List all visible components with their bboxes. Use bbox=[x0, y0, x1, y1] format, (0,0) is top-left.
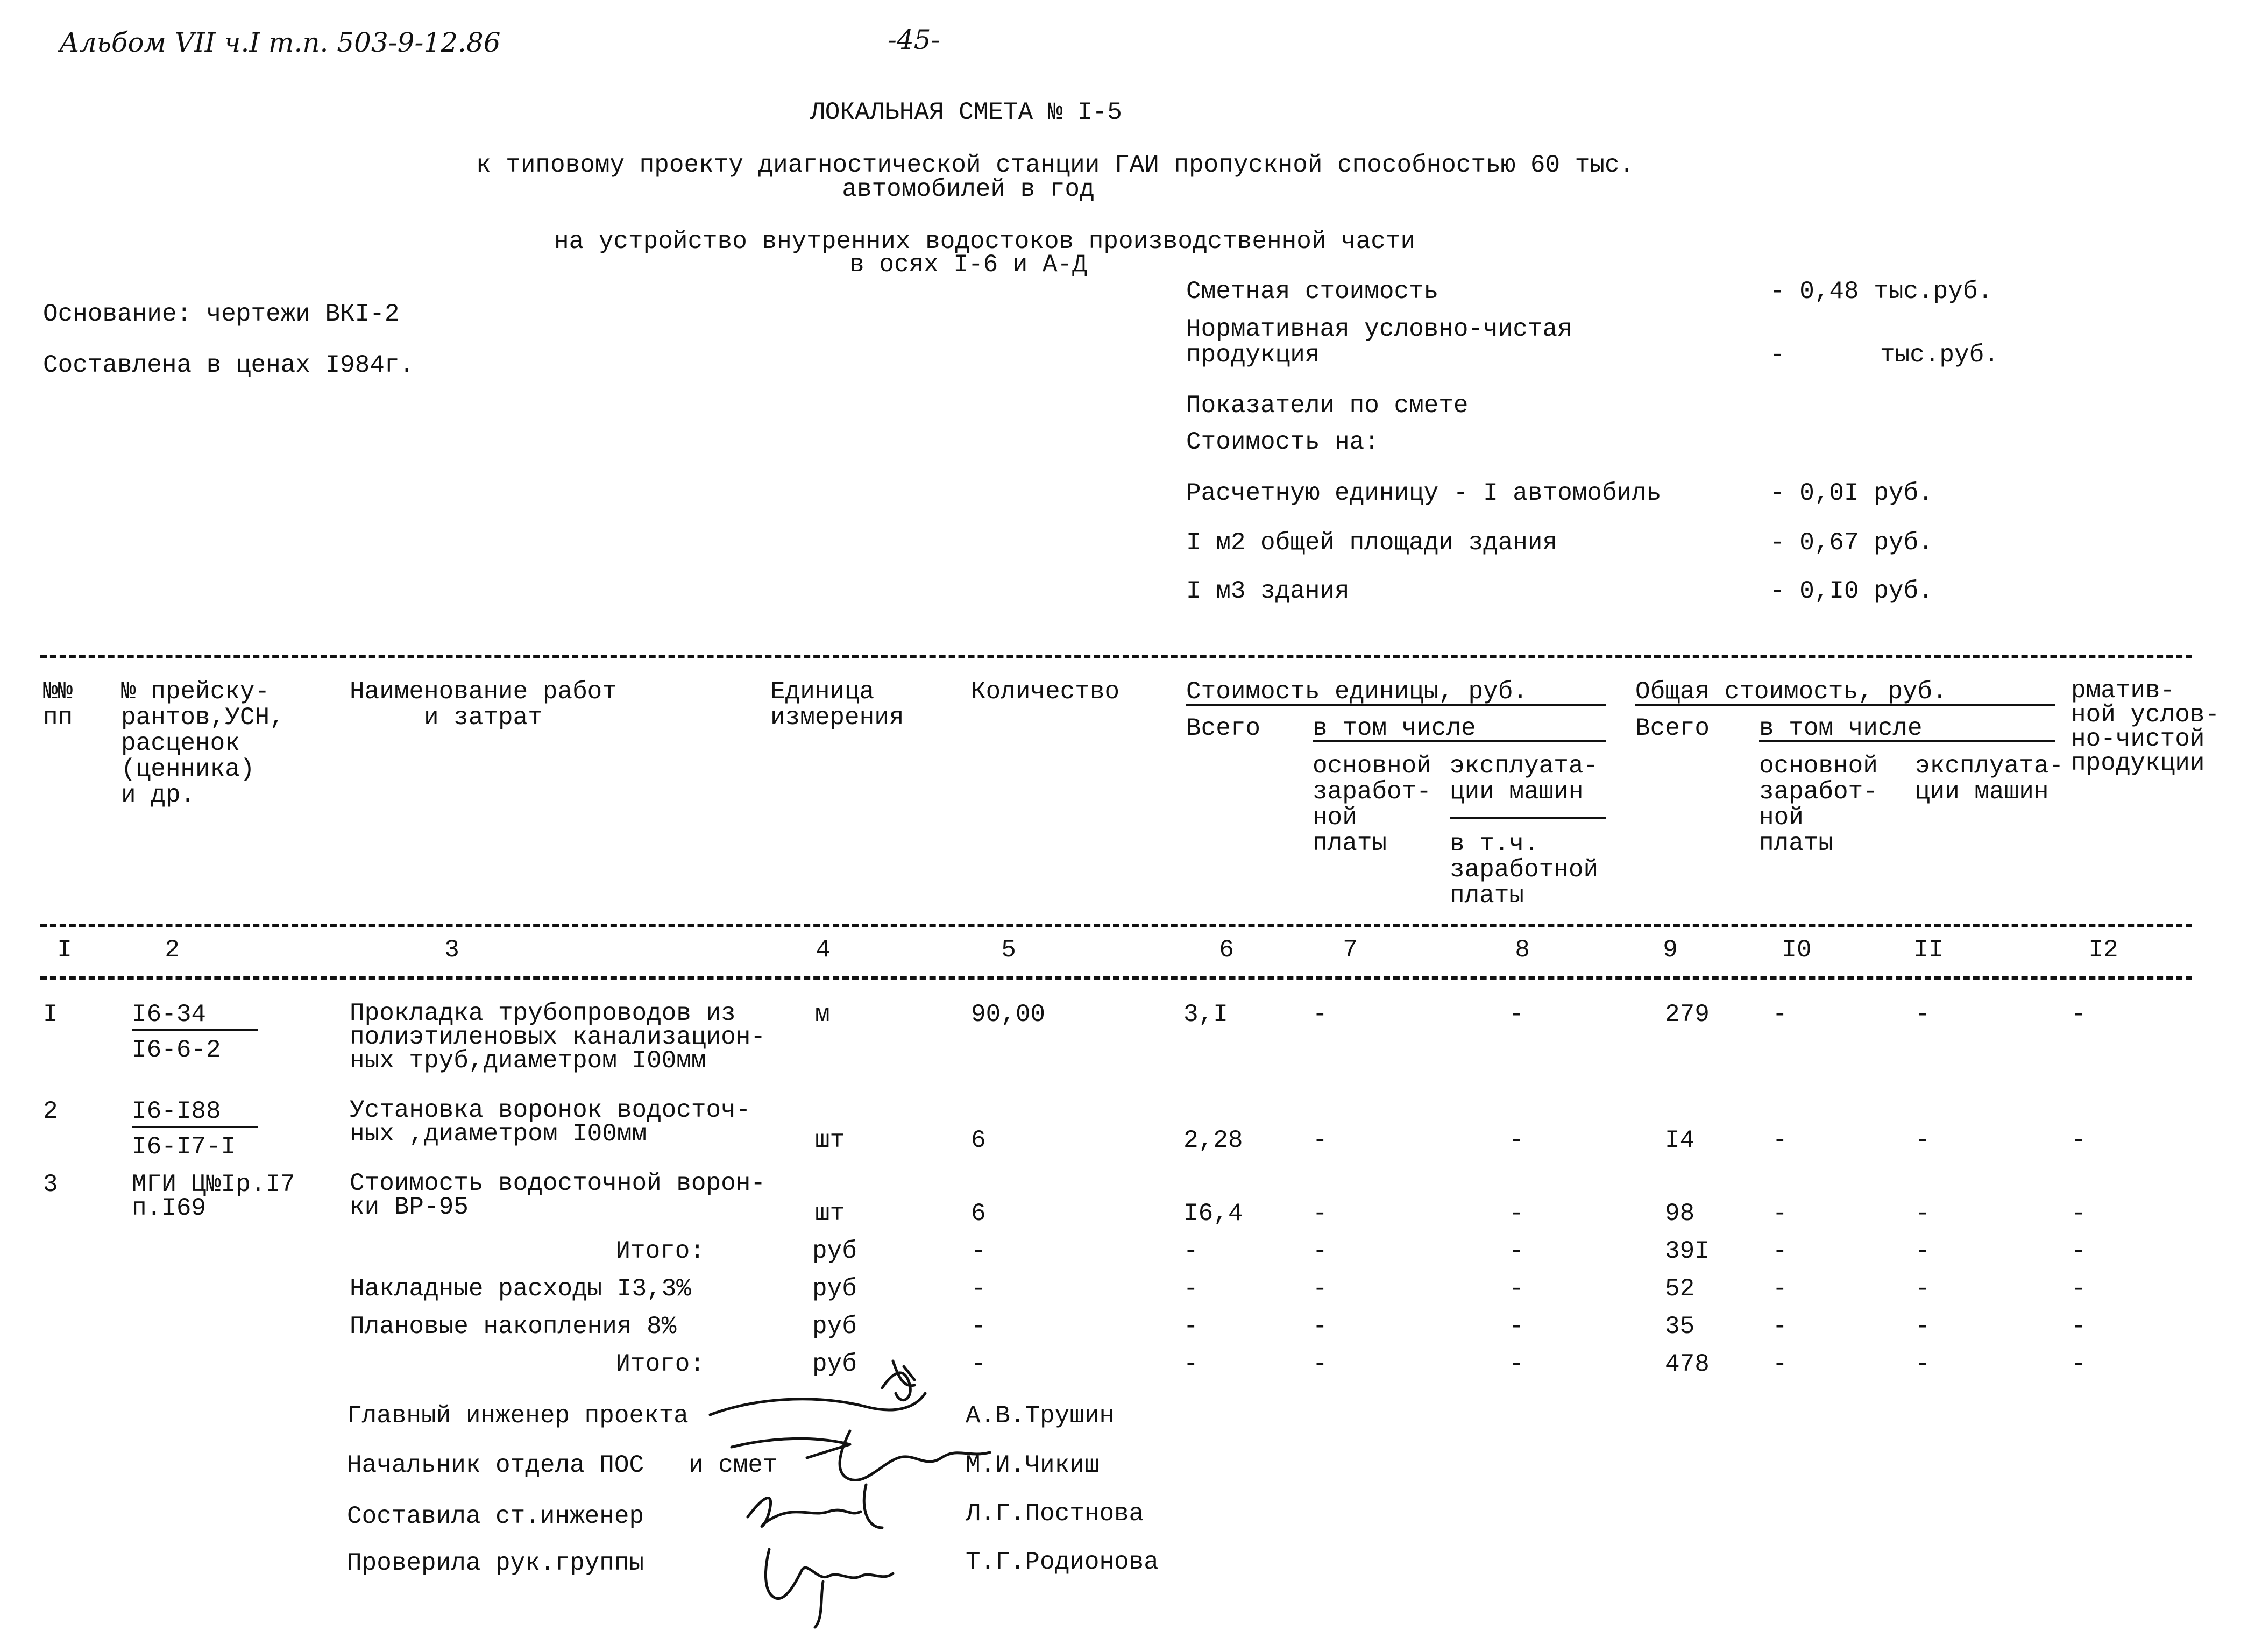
row-number: 2 bbox=[43, 1097, 58, 1125]
price-code-bottom: п.I69 bbox=[132, 1194, 207, 1222]
total-c12: - bbox=[2071, 1237, 2086, 1265]
total-c12: - bbox=[2071, 1350, 2086, 1378]
header-total-incl: в том числе bbox=[1759, 714, 1923, 742]
total-c11: - bbox=[1915, 1275, 1930, 1303]
header-unit-wage: основной заработ- ной платы bbox=[1313, 752, 1431, 857]
total-unit: руб bbox=[812, 1313, 857, 1341]
col-num-5: 5 bbox=[1001, 936, 1016, 964]
quantity: 6 bbox=[971, 1200, 986, 1228]
header-col-12: рматив- ной услов- но-чистой продукции bbox=[2071, 677, 2220, 777]
total-c10: - bbox=[1772, 1237, 1788, 1265]
total-c9: 35 bbox=[1665, 1313, 1695, 1341]
total-c11: - bbox=[1915, 1237, 1930, 1265]
total-c8: - bbox=[1509, 1237, 1524, 1265]
col-num-3: 3 bbox=[444, 936, 459, 964]
total-c5: - bbox=[971, 1275, 986, 1303]
per-unit-label: Расчетную единицу - I автомобиль bbox=[1186, 479, 1662, 507]
total-cost-wage: - bbox=[1772, 1200, 1788, 1228]
code-underline bbox=[132, 1126, 258, 1128]
signature-name-2: М.И.Чикиш bbox=[966, 1451, 1100, 1479]
total-c6: - bbox=[1183, 1350, 1199, 1378]
total-c6: - bbox=[1183, 1237, 1199, 1265]
total-c10: - bbox=[1772, 1275, 1788, 1303]
signature-role-1: Главный инженер проекта bbox=[347, 1402, 689, 1430]
per-m2-value: - 0,67 руб. bbox=[1770, 529, 1933, 557]
signature-name-1: А.В.Трушин bbox=[966, 1402, 1115, 1430]
col-num-1: I bbox=[57, 936, 72, 964]
col-num-7: 7 bbox=[1343, 936, 1358, 964]
col-num-10: I0 bbox=[1782, 936, 1812, 964]
total-c9: 52 bbox=[1665, 1275, 1695, 1303]
unit-mach-underline bbox=[1450, 817, 1606, 819]
per-m2-label: I м2 общей площади здания bbox=[1186, 529, 1558, 557]
work-name: Установка воронок водосточ- ных ,диаметром I00мм bbox=[350, 1096, 751, 1148]
title-line-3: на устройство внутренних водостоков производственной части bbox=[554, 228, 1416, 256]
total-label: Плановые накопления 8% bbox=[350, 1313, 677, 1341]
header-unit-mach: эксплуата- ции машин bbox=[1450, 752, 1599, 806]
total-c7: - bbox=[1313, 1350, 1328, 1378]
total-cost-machines: - bbox=[1915, 1001, 1930, 1029]
price-code-top: I6-34 bbox=[132, 1001, 207, 1029]
normative-unit: тыс.руб. bbox=[1880, 341, 1999, 369]
total-c9: 39I bbox=[1665, 1237, 1710, 1265]
unit: шт bbox=[815, 1200, 845, 1228]
total-c11: - bbox=[1915, 1350, 1930, 1378]
header-unit-total: Всего bbox=[1186, 714, 1261, 742]
row-number: I bbox=[43, 1001, 58, 1029]
normative-product: - bbox=[2071, 1200, 2086, 1228]
header-total-mach: эксплуата- ции машин bbox=[1915, 752, 2064, 806]
price-code-bottom: I6-6-2 bbox=[132, 1036, 221, 1064]
total-label: Итого: bbox=[615, 1237, 705, 1265]
title-line-2: автомобилей в год bbox=[842, 175, 1095, 203]
col-num-12: I2 bbox=[2088, 936, 2118, 964]
title-line-1: к типовому проекту диагностической станции ГАИ пропускной способностью 60 тыс. bbox=[476, 151, 1635, 179]
normative-product: - bbox=[2071, 1126, 2086, 1154]
total-cost: 279 bbox=[1665, 1001, 1710, 1029]
page-title: ЛОКАЛЬНАЯ СМЕТА № I-5 bbox=[810, 98, 1122, 126]
total-c7: - bbox=[1313, 1313, 1328, 1341]
total-cost-machines: - bbox=[1915, 1126, 1930, 1154]
total-c7: - bbox=[1313, 1237, 1328, 1265]
total-label: Накладные расходы I3,3% bbox=[350, 1275, 691, 1303]
total-cost-wage: - bbox=[1772, 1001, 1788, 1029]
total-c5: - bbox=[971, 1313, 986, 1341]
total-c5: - bbox=[971, 1237, 986, 1265]
row-number: 3 bbox=[43, 1171, 58, 1199]
price-code-bottom: I6-I7-I bbox=[132, 1133, 236, 1161]
unit-cost-total: 2,28 bbox=[1183, 1126, 1243, 1154]
indicators-label: Показатели по смете bbox=[1186, 392, 1469, 420]
price-code-top: МГИ Ц№Iр.I7 bbox=[132, 1171, 295, 1199]
total-c10: - bbox=[1772, 1350, 1788, 1378]
normative-label: Нормативная условно-чистая продукция bbox=[1186, 315, 1572, 369]
total-cost: 98 bbox=[1665, 1200, 1695, 1228]
header-total-total: Всего bbox=[1635, 714, 1710, 742]
header-unit-cost-group: Стоимость единицы, руб. bbox=[1186, 678, 1528, 706]
quantity: 6 bbox=[971, 1126, 986, 1154]
signature-role-4: Проверила рук.группы bbox=[347, 1549, 644, 1577]
album-reference: Альбом VII ч.I т.п. 503-9-12.86 bbox=[59, 27, 501, 58]
price-code-top: I6-I88 bbox=[132, 1097, 221, 1125]
total-c5: - bbox=[971, 1350, 986, 1378]
total-c6: - bbox=[1183, 1313, 1199, 1341]
unit-cost-total: 3,I bbox=[1183, 1001, 1228, 1029]
signature-role-2: Начальник отдела ПОС и смет bbox=[347, 1451, 778, 1479]
work-name: Стоимость водосточной ворон- ки ВР-95 bbox=[350, 1169, 765, 1221]
basis-text: Основание: чертежи ВКI-2 bbox=[43, 300, 400, 328]
cost-for-label: Стоимость на: bbox=[1186, 428, 1379, 456]
total-c8: - bbox=[1509, 1350, 1524, 1378]
total-c11: - bbox=[1915, 1313, 1930, 1341]
total-unit: руб bbox=[812, 1237, 857, 1265]
total-c12: - bbox=[2071, 1313, 2086, 1341]
signature-name-3: Л.Г.Постнова bbox=[966, 1500, 1144, 1528]
unit-cost-wage: - bbox=[1313, 1200, 1328, 1228]
handwritten-signatures bbox=[689, 1356, 1119, 1635]
total-cost-wage: - bbox=[1772, 1126, 1788, 1154]
numbers-bottom-divider bbox=[40, 976, 2192, 980]
header-total-cost-group: Общая стоимость, руб. bbox=[1635, 678, 1947, 706]
header-col-4: Единица измерения bbox=[770, 678, 904, 732]
header-col-1: №№ пп bbox=[43, 678, 73, 732]
unit-cost-total: I6,4 bbox=[1183, 1200, 1243, 1228]
header-total-wage: основной заработ- ной платы bbox=[1759, 752, 1878, 857]
prices-text: Составлена в ценах I984г. bbox=[43, 351, 415, 379]
header-col-2: № прейску- рантов,УСН, расценок (ценника) и др. bbox=[121, 678, 285, 809]
col-num-8: 8 bbox=[1515, 936, 1530, 964]
col-num-4: 4 bbox=[816, 936, 831, 964]
unit-incl-underline bbox=[1313, 740, 1606, 742]
signature-scribble-1 bbox=[710, 1373, 925, 1415]
col-num-9: 9 bbox=[1663, 936, 1678, 964]
total-cost: I4 bbox=[1665, 1126, 1695, 1154]
total-c12: - bbox=[2071, 1275, 2086, 1303]
normative-product: - bbox=[2071, 1001, 2086, 1029]
total-c6: - bbox=[1183, 1275, 1199, 1303]
header-bottom-divider bbox=[40, 924, 2192, 927]
per-unit-value: - 0,0I руб. bbox=[1770, 479, 1933, 507]
unit-cost-wage: - bbox=[1313, 1001, 1328, 1029]
header-col-3: Наименование работ и затрат bbox=[350, 678, 617, 732]
header-unit-incl: в том числе bbox=[1313, 714, 1476, 742]
signature-scribble-3 bbox=[748, 1485, 882, 1528]
page-number: -45- bbox=[888, 24, 940, 55]
signature-scribble-2 bbox=[732, 1431, 990, 1480]
signature-name-4: Т.Г.Родионова bbox=[966, 1548, 1159, 1576]
total-incl-underline bbox=[1759, 740, 2055, 742]
header-unit-mach-wage: в т.ч. заработной платы bbox=[1450, 830, 1599, 910]
unit-cost-machines: - bbox=[1509, 1001, 1524, 1029]
total-cost-machines: - bbox=[1915, 1200, 1930, 1228]
work-name: Прокладка трубопроводов из полиэтиленовых канализацион- ных труб,диаметром I00мм bbox=[350, 999, 765, 1075]
quantity: 90,00 bbox=[971, 1001, 1046, 1029]
signature-scribble-4 bbox=[765, 1549, 893, 1627]
unit: м bbox=[815, 1001, 830, 1029]
total-cost-underline bbox=[1635, 704, 2055, 706]
unit-cost-wage: - bbox=[1313, 1126, 1328, 1154]
total-c9: 478 bbox=[1665, 1350, 1710, 1378]
total-c7: - bbox=[1313, 1275, 1328, 1303]
col-num-2: 2 bbox=[165, 936, 180, 964]
per-m3-label: I м3 здания bbox=[1186, 577, 1350, 605]
total-c8: - bbox=[1509, 1275, 1524, 1303]
total-unit: руб bbox=[812, 1275, 857, 1303]
total-c8: - bbox=[1509, 1313, 1524, 1341]
normative-dash: - bbox=[1770, 341, 1785, 369]
total-unit: руб bbox=[812, 1350, 857, 1378]
title-line-4: в осях I-6 и А-Д bbox=[849, 251, 1087, 279]
code-underline bbox=[132, 1029, 258, 1031]
signature-role-3: Составила ст.инженер bbox=[347, 1502, 644, 1530]
header-col-5: Количество bbox=[971, 678, 1120, 706]
table-top-divider bbox=[40, 655, 2192, 658]
total-label: Итого: bbox=[615, 1350, 705, 1378]
estimated-cost-label: Сметная стоимость bbox=[1186, 278, 1439, 306]
unit-cost-machines: - bbox=[1509, 1200, 1524, 1228]
unit-cost-underline bbox=[1186, 704, 1606, 706]
estimated-cost-value: - 0,48 тыс.руб. bbox=[1770, 278, 1993, 306]
unit-cost-machines: - bbox=[1509, 1126, 1524, 1154]
unit: шт bbox=[815, 1126, 845, 1154]
col-num-6: 6 bbox=[1219, 936, 1234, 964]
total-c10: - bbox=[1772, 1313, 1788, 1341]
col-num-11: II bbox=[1913, 936, 1944, 964]
per-m3-value: - 0,I0 руб. bbox=[1770, 577, 1933, 605]
